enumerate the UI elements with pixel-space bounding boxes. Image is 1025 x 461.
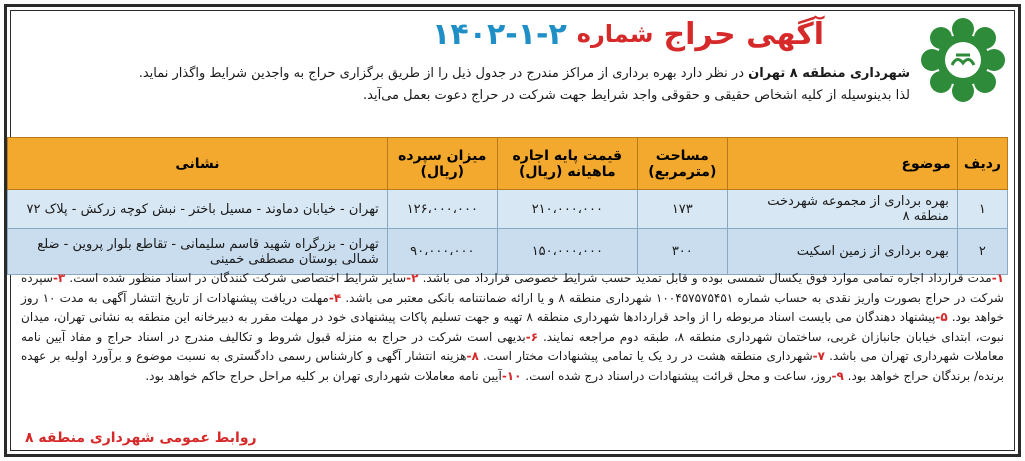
cell-deposit: ۹۰،۰۰۰،۰۰۰	[387, 229, 497, 275]
note-text: شهرداری منطقه هشت در رد یک یا تمامی پیشنهادات مختار است.	[478, 349, 813, 363]
note-text: سپرده شرکت در حراج بصورت واریز نقدی به حساب شماره ۱۰۰۴۵۷۵۷۵۴۵۱ شهرداری منطقه ۸ و یا ارائه ضمانتنامه بانکی معتبر می باشد.	[21, 271, 1004, 305]
col-header-subject: موضوع	[727, 138, 957, 190]
note-text: سایر شرایط اختصاصی شرکت کنندگان در اسناد منظور شده است.	[65, 271, 407, 285]
note-number: ۸-	[466, 349, 479, 363]
ad-number-label: شماره	[576, 20, 654, 48]
note-text: مهلت دریافت پیشنهادات از تاریخ انتشار آگهی به مدت ۱۰ روز خواهد بود.	[21, 290, 1005, 324]
note-text: هزینه انتشار آگهی و کارشناس رسمی دادگستری به نسبت موضوع و برآورد اولیه بر عهده برنده/ برندگان حراج خواهد بود.	[21, 349, 1004, 383]
public-relations-signature: روابط عمومی شهرداری منطقه ۸	[25, 430, 257, 446]
col-header-address: نشانی	[8, 138, 388, 190]
note-number: ۱۰-	[501, 368, 522, 383]
conditions-text	[21, 269, 1004, 386]
note-number: ۶-	[525, 329, 539, 344]
title-row	[348, 11, 908, 57]
cell-price: ۱۵۰،۰۰۰،۰۰۰	[497, 229, 637, 275]
note-number: ۱-	[991, 271, 1004, 285]
cell-address: تهران - خیابان دماوند - مسیل باختر - نبش کوچه زرکش - پلاک ۷۲	[8, 190, 388, 229]
cell-price: ۲۱۰،۰۰۰،۰۰۰	[497, 190, 637, 229]
organization-name: شهرداری منطقه ۸ تهران	[748, 66, 910, 81]
note-number: ۵-	[935, 310, 948, 324]
cell-index: ۲	[957, 229, 1007, 275]
note-number: ۲-	[406, 271, 419, 285]
table-row	[8, 229, 1008, 275]
col-header-deposit: میزان سپرده (ریال)	[387, 138, 497, 190]
note-text: مدت قرارداد اجاره تمامی موارد فوق یکسال شمسی بوده و قابل تمدید حسب شرایط خصوصی قرارداد می باشد.	[418, 271, 992, 285]
cell-subject: بهره برداری از زمین اسکیت	[727, 229, 957, 275]
tehran-municipality-logo	[918, 15, 1008, 105]
intro-line-2: لذا بدینوسیله از کلیه اشخاص حقیقی و حقوقی واجد شرایط جهت شرکت در حراج دعوت بعمل می‌آید.	[363, 88, 910, 103]
cell-area: ۳۰۰	[637, 229, 727, 275]
note-number: ۹-	[831, 368, 844, 383]
note-text: روز، ساعت و محل قرائت پیشنهادات دراسناد درج شده است.	[521, 368, 832, 383]
col-header-area: مساحت (مترمربع)	[637, 138, 727, 190]
table-header-row	[8, 138, 1008, 190]
cell-subject: بهره برداری از مجموعه شهردخت منطقه ۸	[727, 190, 957, 229]
note-number: ۳-	[52, 271, 66, 285]
intro-text	[17, 63, 910, 107]
intro-line-1: در نظر دارد بهره برداری از مراکز مندرج در جدول ذیل را از طریق برگزاری حراج به واجدین شرایط واگذار نماید.	[138, 66, 744, 81]
note-text: بدیهی است شرکت در حراج به منزله قبول شروط و تکالیف مندرج در اسناد حراج و مفاد آیین نامه معاملات شهرداری تهران می باشد.	[21, 329, 1004, 363]
ad-frame	[4, 4, 1021, 457]
cell-index: ۱	[957, 190, 1007, 229]
note-text: آیین نامه معاملات شهرداری تهران بر کلیه مراحل حراج حاکم خواهد بود.	[145, 368, 502, 383]
ad-title: آگهی حراج	[663, 16, 824, 52]
col-header-price: قیمت پایه اجاره ماهیانه (ریال)	[497, 138, 637, 190]
cell-area: ۱۷۳	[637, 190, 727, 229]
auction-table	[7, 137, 1008, 275]
note-number: ۷-	[812, 349, 825, 363]
cell-address: تهران - بزرگراه شهید قاسم سلیمانی - تقاطع بلوار پروین - ضلع شمالی بوستان مصطفی خمینی	[8, 229, 388, 275]
col-header-index: ردیف	[957, 138, 1007, 190]
note-text: پیشنهاد دهندگان می بایست اسناد مربوطه را از واحد قراردادها شهرداری منطقه ۸ تهیه و جهت تسلیم پاکات پیشنهادی خود در مهلت مقرر به دبیرخانه این منطقه به نشانی تهران، میدان نبوت، ابتدای خیابان جانبازان غربی، ساختمان شهرداری منطقه ۸، طبقه دوم مراجعه نمایند.	[21, 310, 1004, 344]
ad-number: ۱۴۰۲-۱-۲	[432, 16, 567, 52]
note-number: ۴-	[328, 290, 342, 305]
cell-deposit: ۱۲۶،۰۰۰،۰۰۰	[387, 190, 497, 229]
table-row	[8, 190, 1008, 229]
